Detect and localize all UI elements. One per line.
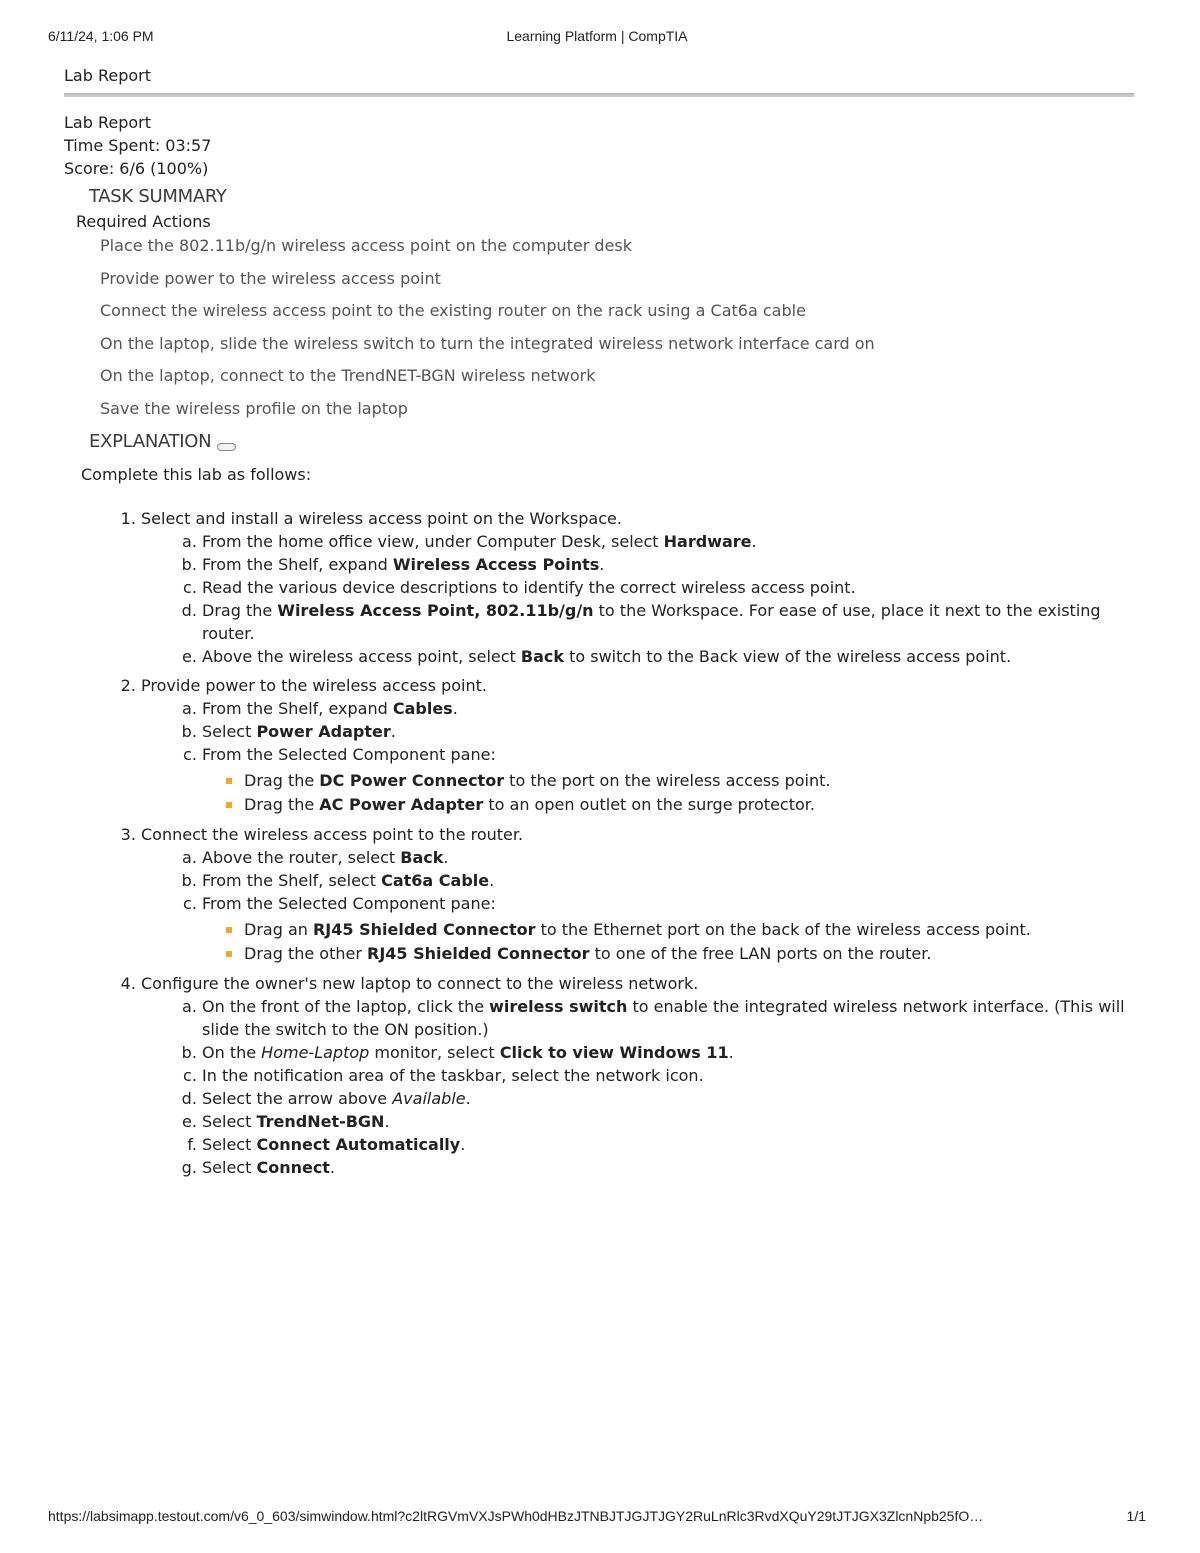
section-title: Lab Report <box>64 66 151 85</box>
step-item <box>141 507 1134 668</box>
bullet-item: Drag the other RJ45 Shielded Connector to one of the free LAN ports on the router. <box>244 942 1134 966</box>
required-actions-list <box>64 234 1134 429</box>
divider <box>64 93 1134 97</box>
substep-item: e. Above the wireless access point, select Back to switch to the Back view of the wireless access point. <box>202 645 1134 668</box>
required-action-item: Place the 802.11b/g/n wireless access point on the computer desk <box>100 236 633 255</box>
substep-item: c. Read the various device descriptions to identify the correct wireless access point. <box>202 576 1134 599</box>
required-action-item: On the laptop, slide the wireless switch to turn the integrated wireless network interface card on <box>100 333 875 353</box>
step-item <box>141 972 1134 1179</box>
required-action-item: On the laptop, connect to the TrendNET-BGN wireless network <box>100 366 596 385</box>
explanation-heading <box>89 427 1134 457</box>
print-header <box>48 28 1146 48</box>
step-text: Provide power to the wireless access point. <box>141 676 487 695</box>
substep-item: b. On the Home-Laptop monitor, select Click to view Windows 11. <box>202 1041 1134 1064</box>
required-actions-heading: Required Actions <box>76 212 211 231</box>
substep-item: c. From the Selected Component pane: Drag the DC Power Connector to the port on the wireless access point. Drag the AC Power Adapter to an open outlet on the surge protector. <box>202 743 1134 817</box>
task-summary-heading: TASK SUMMARY <box>89 186 227 207</box>
required-action-item: Connect the wireless access point to the existing router on the rack using a Cat6a cable <box>100 301 806 320</box>
substep-item: b. From the Shelf, select Cat6a Cable. <box>202 869 1134 892</box>
substep-item: g. Select Connect. <box>202 1156 1134 1179</box>
bullet-list <box>202 918 1134 966</box>
bullet-item: Drag an RJ45 Shielded Connector to the Ethernet port on the back of the wireless access point. <box>244 918 1134 942</box>
substep-list <box>141 846 1134 966</box>
time-spent: Time Spent: 03:57 <box>64 136 212 155</box>
collapse-toggle-icon[interactable] <box>217 443 236 451</box>
print-date: 6/11/24, 1:06 PM <box>48 28 154 44</box>
explanation-intro: Complete this lab as follows: <box>81 465 312 484</box>
report-title: Lab Report <box>64 113 151 132</box>
substep-item: a. From the home office view, under Computer Desk, select Hardware. <box>202 530 1134 553</box>
bullet-item: Drag the DC Power Connector to the port on the wireless access point. <box>244 769 1134 793</box>
substep-list <box>141 995 1134 1179</box>
substep-item: d. Select the arrow above Available. <box>202 1087 1134 1110</box>
steps-list <box>64 507 1134 1179</box>
required-action-item: Provide power to the wireless access point <box>100 268 441 288</box>
substep-item: e. Select TrendNet-BGN. <box>202 1110 1134 1133</box>
score: Score: 6/6 (100%) <box>64 159 209 178</box>
substep-item: d. Drag the Wireless Access Point, 802.11b/g/n to the Workspace. For ease of use, place it next to the existing router. <box>202 599 1134 645</box>
lab-report-content <box>64 64 1134 1185</box>
substep-item: a. From the Shelf, expand Cables. <box>202 697 1134 720</box>
step-text: Select and install a wireless access point on the Workspace. <box>141 509 622 528</box>
substep-list <box>141 697 1134 817</box>
step-text: Configure the owner's new laptop to connect to the wireless network. <box>141 974 699 993</box>
step-text: Connect the wireless access point to the router. <box>141 825 524 844</box>
substep-item: b. Select Power Adapter. <box>202 720 1134 743</box>
step-item <box>141 823 1134 966</box>
substep-item: f. Select Connect Automatically. <box>202 1133 1134 1156</box>
page-url: https://labsimapp.testout.com/v6_0_603/simwindow.html?c2ltRGVmVXJsPWh0dHBzJTNBJTJGJTJGY2RuLnRlc3RvdXQuY29tJTJGX3ZlcnNpb25fO… <box>48 1508 984 1524</box>
substep-item: a. Above the router, select Back. <box>202 846 1134 869</box>
substep-item: c. From the Selected Component pane: Drag an RJ45 Shielded Connector to the Ethernet port on the back of the wireless access point. Drag the other RJ45 Shielded Connector to one of the free LAN ports on the router. <box>202 892 1134 966</box>
bullet-list <box>202 769 1134 817</box>
substep-list <box>141 530 1134 668</box>
substep-item: c. In the notification area of the taskbar, select the network icon. <box>202 1064 1134 1087</box>
page-number: 1/1 <box>1126 1508 1146 1524</box>
print-page-title: Learning Platform | CompTIA <box>506 28 688 44</box>
explanation-heading-label: EXPLANATION <box>89 431 212 452</box>
step-item <box>141 674 1134 817</box>
print-footer <box>48 1508 1146 1528</box>
substep-item: b. From the Shelf, expand Wireless Access Points. <box>202 553 1134 576</box>
required-action-item: Save the wireless profile on the laptop <box>100 398 408 418</box>
bullet-item: Drag the AC Power Adapter to an open outlet on the surge protector. <box>244 793 1134 817</box>
substep-item: a. On the front of the laptop, click the wireless switch to enable the integrated wireless network interface. (This will slide the switch to the ON position.) <box>202 995 1134 1041</box>
